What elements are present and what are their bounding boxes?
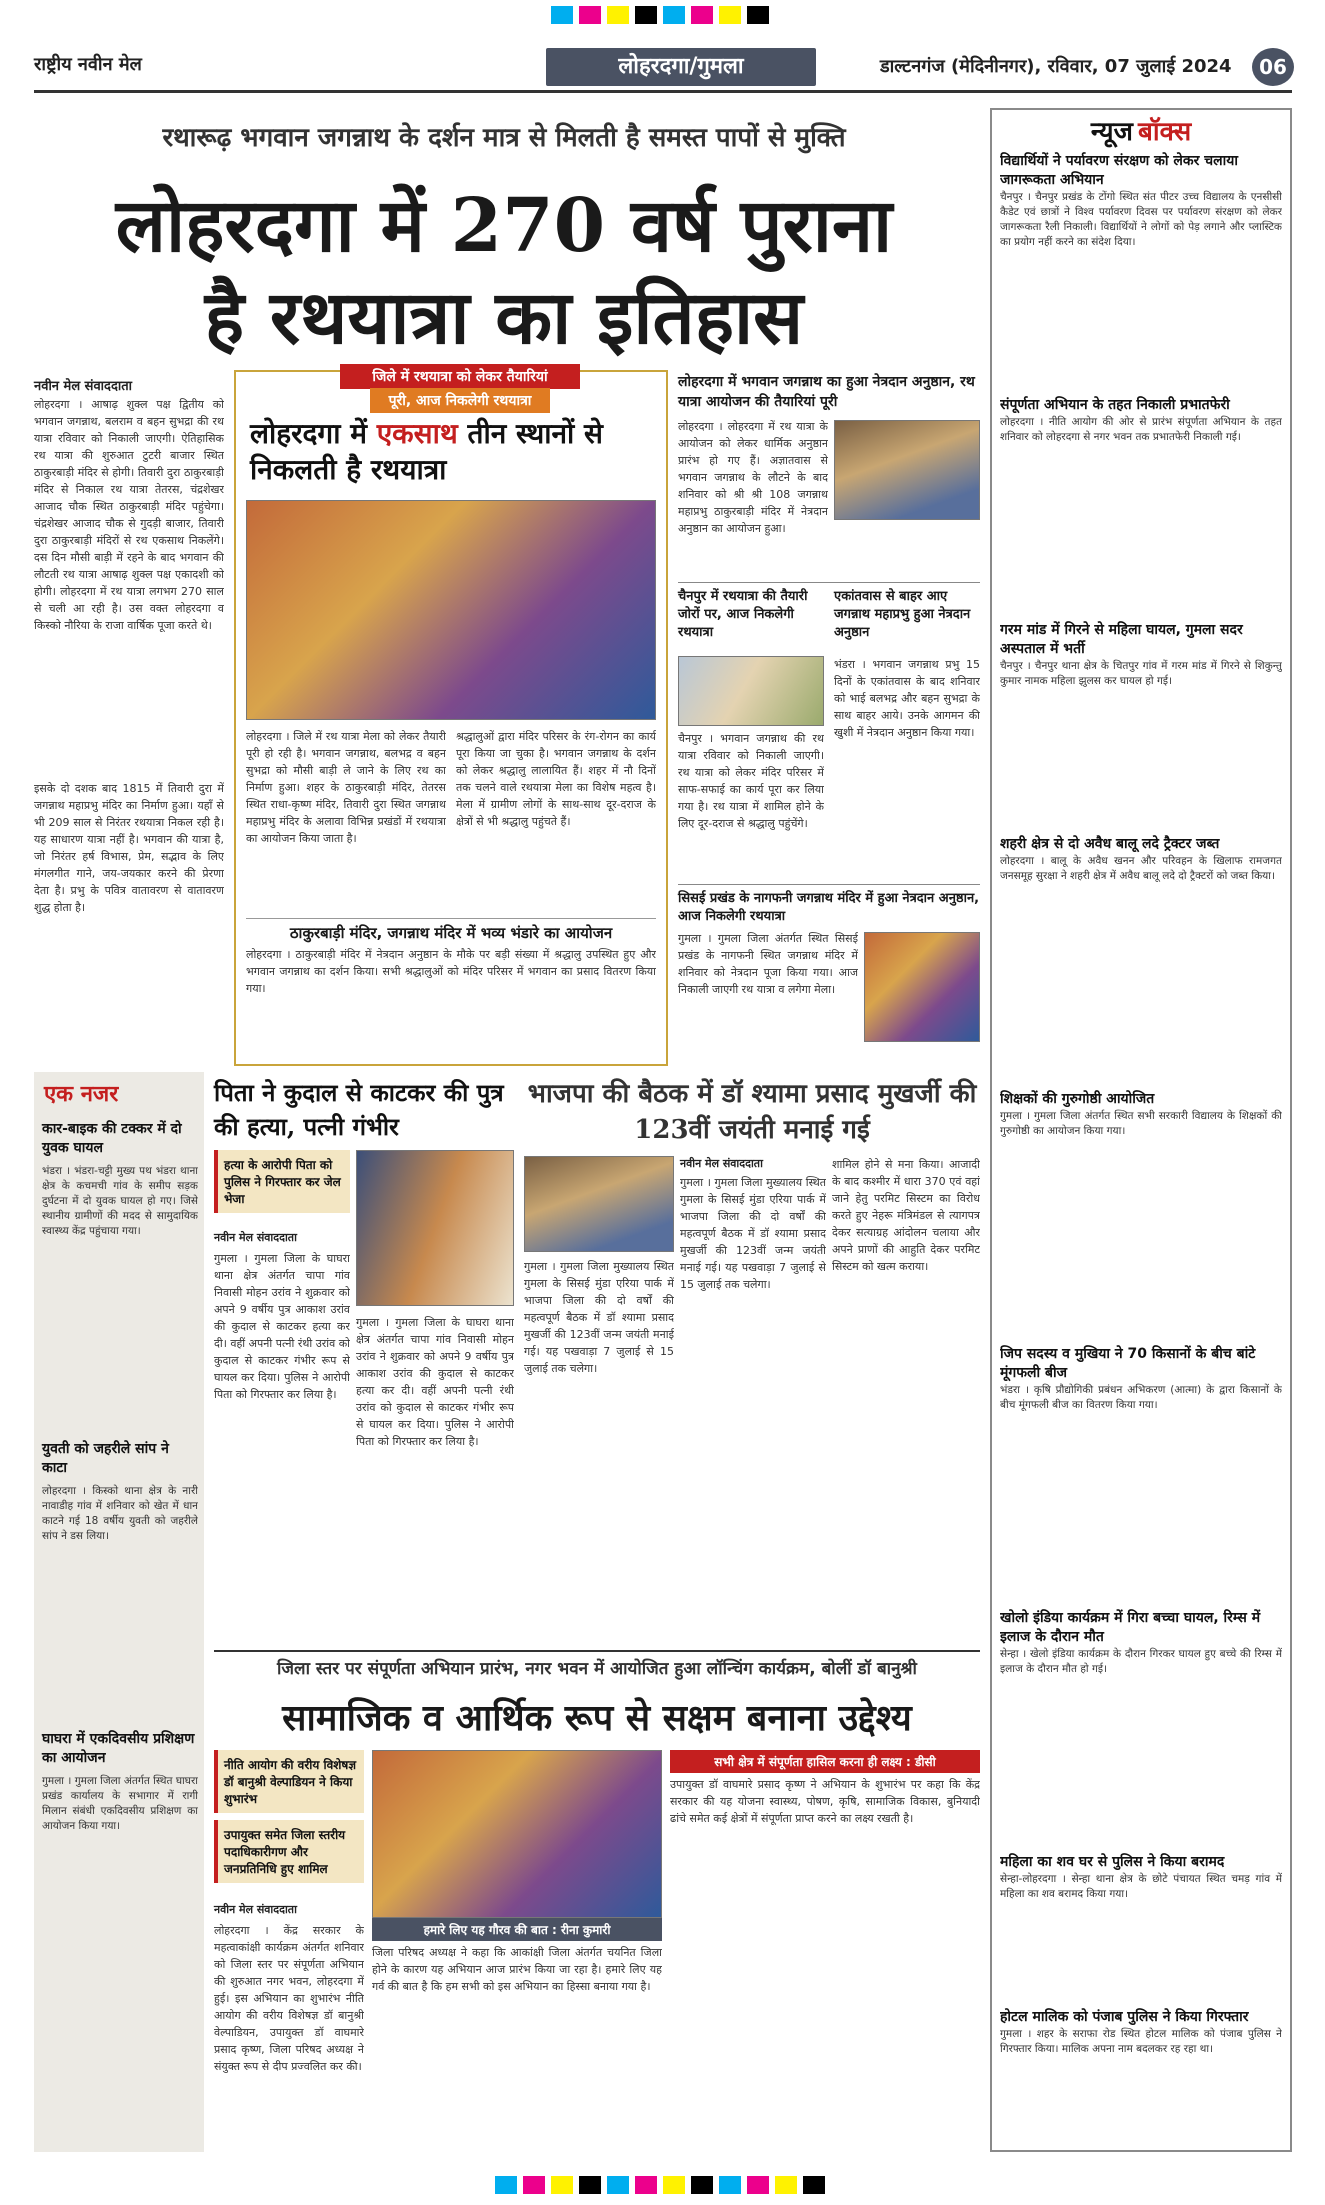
news-item-title: खोलो इंडिया कार्यक्रम में गिरा बच्चा घायल, रिम्स में इलाज के दौरान मौत: [1000, 1610, 1261, 1645]
murder-byline: नवीन मेल संवाददाता: [214, 1231, 297, 1244]
news-item-body: चैनपुर । चैनपुर प्रखंड के टोंगो स्थित संत पीटर उच्च विद्यालय के एनसीसी कैडेट एवं छात्रों ने विश्व पर्यावरण दिवस पर पर्यावरण संरक्षण को लेकर जागरूकता रैली निकाली। विद्यार्थियों ने लोगों को पेड़ लगाने और प्लास्टिक का प्रयोग नहीं करने का संदेश दिया।: [1000, 191, 1282, 248]
news-box-list: [1000, 152, 1282, 2142]
bjp-headline: भाजपा की बैठक में डॉ श्यामा प्रसाद मुखर्जी की 123वीं जयंती मनाई गई: [527, 1079, 977, 1145]
dateline: डाल्टनगंज (मेदिनीनगर), रविवार, 07 जुलाई 2024: [880, 56, 1232, 77]
section-tag: लोहरदगा/गुमला: [546, 48, 816, 86]
samajik-bullet-1: नीति आयोग की वरीय विशेषज्ञ डॉ बानुश्री वेल्पाडियन ने किया शुभारंभ: [214, 1750, 364, 1813]
ek-nazar-item1-body: भंडरा । भंडरा-चट्टी मुख्य पथ भंडरा थाना क्षेत्र के कचमची गांव के समीप सड़क दुर्घटना में दो युवक घायल हो गए। जिसे स्थानीय ग्रामीणों की मदद से सामुदायिक स्वास्थ्य केंद्र पहुंचाया गया।: [42, 1165, 198, 1237]
netradan-headline: लोहरदगा में भगवान जगन्नाथ का हुआ नेत्रदान अनुष्ठान, रथ यात्रा आयोजन की तैयारियां पूरी: [678, 374, 975, 410]
samajik-headline: सामाजिक व आर्थिक रूप से सक्षम बनाना उद्देश्य: [282, 1697, 912, 1739]
news-item-title: गरम मांड में गिरने से महिला घायल, गुमला सदर अस्पताल में भर्ती: [1000, 622, 1243, 657]
bjp-body-2: शामिल होने से मना किया। आजादी के बाद कश्मीर में धारा 370 एवं वहां जाने हेतु परमिट सिस्टम का विरोध करते हुए नेहरू मंत्रिमंडल से त्यागपत्र देकर सत्याग्रह आंदोलन चलाया और अपने प्राणों की आहुति देकर परमिट सिस्टम को खत्म कराया।: [832, 1158, 980, 1273]
event-body-2: श्रद्धालुओं द्वारा मंदिर परिसर के रंग-रोगन का कार्य पूरा किया जा चुका है। भगवान जगन्नाथ के दर्शन को लेकर श्रद्धालु लालायित हैं। शहर में नौ दिनों तक चलने वाले रथयात्रा मेला का विशेष महत्व है। मेला में ग्रामीण लोगों के साथ-साथ दूर-दराज के क्षेत्रों से भी श्रद्धालु पहुंचते हैं।: [456, 730, 656, 828]
murder-photo: [356, 1150, 514, 1306]
launch-event-photo: [372, 1750, 662, 1918]
samajik-body-2: उपायुक्त डॉ वाघमारे प्रसाद कृष्ण ने अभियान के शुभारंभ पर कहा कि केंद्र सरकार की यह योजना स्वास्थ्य, पोषण, कृषि, सामाजिक विकास, बुनियादी ढांचे समेत कई क्षेत्रों में संपूर्णता प्राप्त करने का लक्ष्य रखती है।: [670, 1778, 980, 1825]
lead-body-col1b: इसके दो दशक बाद 1815 में तिवारी दुरा में जगन्नाथ महाप्रभु मंदिर का निर्माण हुआ। यहाँ से भी 209 साल से निरंतर रथयात्रा निकल रही है। यह साधारण यात्रा नहीं है। भगवान की यात्रा है, जो निरंतर हर्ष विभास, प्रेम, सद्भाव के लिए मंगलगीत गाने, जय-जयकार करने की प्रेरणा देता है। प्रभु के पवित्र वातावरण से वातावरण शुद्ध होता है।: [34, 782, 224, 914]
event-headline-red: एकसाथ: [376, 417, 458, 450]
murder-body-cont: गुमला । गुमला जिला के घाघरा थाना क्षेत्र अंतर्गत चापा गांव निवासी मोहन उरांव ने शुक्रवार को अपने 9 वर्षीय पुत्र आकाश उरांव की कुदाल से काटकर हत्या कर दी। वहीं अपनी पत्नी रंथी उरांव को कुदाल से काटकर गंभीर रूप से घायल कर दिया। पुलिस ने आरोपी पिता को गिरफ्तार कर लिया है।: [356, 1316, 514, 1448]
registration-marks-top: [0, 6, 1325, 24]
news-item: [1000, 1090, 1282, 1339]
event-tag-1: जिले में रथयात्रा को लेकर तैयारियां: [340, 364, 580, 389]
ek-nazar-label: एक नजर: [44, 1082, 119, 1107]
bjp-body: गुमला । गुमला जिला मुख्यालय स्थित गुमला के सिसई मुंडा एरिया पार्क में भाजपा जिला की दो वर्षों की महत्वपूर्ण बैठक में डॉ श्यामा प्रसाद मुखर्जी की 123वीं जन्म जयंती मनाई गई। यह पखवाड़ा 7 जुलाई से 15 जुलाई तक चलेगा।: [524, 1260, 674, 1375]
event-headline: [250, 416, 660, 488]
netradan-body: लोहरदगा । लोहरदगा में रथ यात्रा के आयोजन को लेकर धार्मिक अनुष्ठान प्रारंभ हो गए हैं। अज्ञातवास से भगवान जगन्नाथ के लौटने के बाद शनिवार को श्री श्री 108 जगन्नाथ महाप्रभु ठाकुरबाड़ी मंदिर में नेत्रदान अनुष्ठान का आयोजन हुआ।: [678, 420, 828, 535]
bjp-photo: [524, 1156, 674, 1252]
murder-headline: पिता ने कुदाल से काटकर की पुत्र की हत्या, पत्नी गंभीर: [214, 1078, 504, 1141]
paper-name: राष्ट्रीय नवीन मेल: [34, 54, 142, 75]
news-item-body: चैनपुर । चैनपुर थाना क्षेत्र के चितपुर गांव में गरम मांड में गिरने से शिकुन्तु कुमार नामक महिला झुलस कर घायल हो गई।: [1000, 660, 1282, 687]
sisai-body: गुमला । गुमला जिला अंतर्गत स्थित सिसई प्रखंड के नागफनी स्थित जगन्नाथ मंदिर में शनिवार को नेत्रदान पूजा किया गया। आज निकाली जाएगी रथ यात्रा व लगेगा मेला।: [678, 932, 858, 996]
event-body: लोहरदगा । जिले में रथ यात्रा मेला को लेकर तैयारी पूरी हो रही है। भगवान जगन्नाथ, बलभद्र व बहन सुभद्रा को मौसी बाड़ी ले जाने के लिए रथ का निर्माण हुआ। शहर के ठाकुरबाड़ी मंदिर, तेतरस स्थित राधा-कृष्ण मंदिर, तिवारी दुरा स्थित जगन्नाथ महाप्रभु मंदिर के अलावा विभिन्न प्रखंडों में रथयात्रा का आयोजन किया जाता है।: [246, 730, 446, 845]
lead-headline: [34, 180, 974, 364]
news-box-label: [1000, 112, 1282, 148]
news-box-label-pre: न्यूज: [1090, 117, 1133, 147]
news-item-body: लोहरदगा । नीति आयोग की ओर से प्रारंभ संपूर्णता अभियान के तहत शनिवार को लोहरदगा से नगर भवन तक प्रभातफेरी निकाली गई।: [1000, 416, 1282, 443]
ekantvas-headline: एकांतवास से बाहर आए जगन्नाथ महाप्रभु हुआ नेत्रदान अनुष्ठान: [834, 589, 971, 640]
news-box-label-red: बॉक्स: [1137, 117, 1192, 147]
registration-marks-bottom: [0, 2176, 1325, 2194]
news-item-title: होटल मालिक को पंजाब पुलिस ने किया गिरफ्तार: [1000, 2009, 1249, 2025]
event-headline-pre: लोहरदगा में: [250, 417, 367, 450]
lead-headline-line1: लोहरदगा में 270 वर्ष पुराना: [115, 183, 893, 269]
news-item: [1000, 152, 1282, 390]
divider: [214, 1650, 980, 1652]
murder-pull-quote: हत्या के आरोपी पिता को पुलिस ने गिरफ्तार कर जेल भेजा: [214, 1150, 350, 1213]
murder-body: गुमला । गुमला जिला के घाघरा थाना क्षेत्र अंतर्गत चापा गांव निवासी मोहन उरांव ने शुक्रवार को अपने 9 वर्षीय पुत्र आकाश उरांव की कुदाल से काटकर हत्या कर दी। वहीं अपनी पत्नी रंथी उरांव को कुदाल से काटकर गंभीर रूप से घायल कर दिया। पुलिस ने आरोपी पिता को गिरफ्तार कर लिया है।: [214, 1252, 350, 1401]
chainpur-body: चैनपुर । भगवान जगन्नाथ की रथ यात्रा रविवार को निकाली जाएगी। रथ यात्रा को लेकर मंदिर परिसर में साफ-सफाई का कार्य पूरा कर लिया गया है। रथ यात्रा में शामिल होने के लिए दूर-दराज से श्रद्धालु पहुंचेंगे।: [678, 732, 824, 830]
lead-headline-line2: है रथयात्रा का इतिहास: [204, 275, 804, 361]
news-item: [1000, 1345, 1282, 1603]
samajik-body-3: जिला परिषद अध्यक्ष ने कहा कि आकांक्षी जिला अंतर्गत चयनित जिला होने के कारण यह अभियान आज प्रारंभ किया जा रहा है। हमारे लिए यह गर्व की बात है कि हम सभी को इस अभियान का हिस्सा बनाया गया है।: [372, 1946, 662, 1993]
temple-photo: [678, 656, 824, 726]
divider: [678, 884, 980, 885]
chainpur-headline: चैनपुर में रथयात्रा की तैयारी जोरों पर, आज निकलेगी रथयात्रा: [678, 589, 808, 640]
sisai-headline: सिसई प्रखंड के नागफनी जगन्नाथ मंदिर में हुआ नेत्रदान अनुष्ठान, आज निकलेगी रथयात्रा: [678, 891, 980, 924]
event-subhead: ठाकुरबाड़ी मंदिर, जगन्नाथ मंदिर में भव्य भंडारे का आयोजन: [246, 918, 656, 943]
news-item-title: विद्यार्थियों ने पर्यावरण संरक्षण को लेकर चलाया जागरूकता अभियान: [1000, 153, 1238, 188]
news-item: [1000, 2008, 1282, 2142]
samajik-kicker: जिला स्तर पर संपूर्णता अभियान प्रारंभ, नगर भवन में आयोजित हुआ लॉन्चिंग कार्यक्रम, बोलीं डॉ बानुश्री: [277, 1659, 917, 1679]
news-item: [1000, 396, 1282, 615]
lead-kicker: रथारूढ़ भगवान जगन्नाथ के दर्शन मात्र से मिलती है समस्त पापों से मुक्ति: [162, 123, 846, 153]
news-item-title: महिला का शव घर से पुलिस ने किया बरामद: [1000, 1854, 1225, 1870]
samajik-photo-caption: हमारे लिए यह गौरव की बात : रीना कुमारी: [372, 1918, 662, 1941]
samajik-redbar: सभी क्षेत्र में संपूर्णता हासिल करना ही लक्ष्य : डीसी: [670, 1750, 980, 1773]
event-tag-2: पूरी, आज निकलेगी रथयात्रा: [370, 388, 550, 413]
event-subbody: लोहरदगा । ठाकुरबाड़ी मंदिर में नेत्रदान अनुष्ठान के मौके पर बड़ी संख्या में श्रद्धालु उपस्थित हुए और भगवान जगन्नाथ का दर्शन किया। सभी श्रद्धालुओं को मंदिर परिसर में भगवान का प्रसाद वितरण किया गया।: [246, 948, 656, 995]
news-item: [1000, 835, 1282, 1084]
ek-nazar-item1-title: कार-बाइक की टक्कर में दो युवक घायल: [42, 1121, 182, 1156]
samajik-byline: नवीन मेल संवाददाता: [214, 1903, 297, 1916]
ek-nazar-item3-title: घाघरा में एकदिवसीय प्रशिक्षण का आयोजन: [42, 1731, 195, 1766]
news-item-title: शिक्षकों की गुरुगोष्ठी आयोजित: [1000, 1091, 1155, 1107]
divider: [678, 582, 980, 583]
ek-nazar-item2-title: युवती को जहरीले सांप ने काटा: [42, 1441, 169, 1476]
bjp-body-cont: गुमला । गुमला जिला मुख्यालय स्थित गुमला के सिसई मुंडा एरिया पार्क में भाजपा जिला की दो वर्षों की महत्वपूर्ण बैठक में डॉ श्यामा प्रसाद मुखर्जी की 123वीं जन्म जयंती मनाई गई। यह पखवाड़ा 7 जुलाई से 15 जुलाई तक चलेगा।: [680, 1176, 826, 1291]
netradan-photo: [834, 420, 980, 520]
lead-body-col1: लोहरदगा । आषाढ़ शुक्ल पक्ष द्वितीय को भगवान जगन्नाथ, बलराम व बहन सुभद्रा की रथ यात्रा रविवार को निकाली जाएगी। ऐतिहासिक रथ यात्रा की शुरुआत टुटरी बाजार स्थित ठाकुरबाड़ी मंदिर से होगी। तिवारी दुरा ठाकुरबाड़ी मंदिर से निकाल रथ यात्रा तेतरस, चंद्रशेखर आजाद चौक स्थित ठाकुरबाड़ी मंदिर पहुंचेगा। चंद्रशेखर आजाद चौक से गुदड़ी बाजार, तिवारी दुरा ठाकुरबाड़ी मंदिरों से रथ एकसाथ निकलेंगे। दस दिन मौसी बाड़ी में रहने के बाद भगवान की लौटती रथ यात्रा आषाढ़ शुक्ल पक्ष एकादशी को होगी। लोहरदगा में रथ यात्रा लगभग 270 साल से चली आ रही है। उस वक्त लोहरदगा व किस्को नौरिया के राजा वार्षिक पूजा करते थे।: [34, 398, 224, 632]
news-item-title: जिप सदस्य व मुखिया ने 70 किसानों के बीच बांटे मूंगफली बीज: [1000, 1346, 1256, 1381]
rathyatra-photo: [246, 500, 656, 720]
news-item-body: सेन्हा । खेलो इंडिया कार्यक्रम के दौरान गिरकर घायल हुए बच्चे की रिम्स में इलाज के दौरान मौत हो गई।: [1000, 1648, 1282, 1675]
sisai-photo: [864, 932, 980, 1042]
news-item: [1000, 1853, 1282, 2002]
news-item: [1000, 1609, 1282, 1847]
page-number: 06: [1252, 48, 1294, 86]
news-item-body: गुमला । शहर के सराफा रोड स्थित होटल मालिक को पंजाब पुलिस ने गिरफ्तार किया। मालिक अपना नाम बदलकर रह रहा था।: [1000, 2028, 1282, 2055]
bjp-byline: नवीन मेल संवाददाता: [680, 1157, 763, 1170]
samajik-bullet-2: उपायुक्त समेत जिला स्तरीय पदाधिकारीगण और जनप्रतिनिधि हुए शामिल: [214, 1820, 364, 1883]
event-headline-post: तीन स्थानों से निकलती है रथयात्रा: [250, 417, 603, 486]
samajik-body: लोहरदगा । केंद्र सरकार के महत्वाकांक्षी कार्यक्रम अंतर्गत शनिवार को जिला स्तर पर संपूर्णता अभियान की शुरुआत नगर भवन, लोहरदगा में हुई। इस अभियान का शुभारंभ नीति आयोग की वरीय विशेषज्ञ डॉ बानुश्री वेल्पाडियन, उपायुक्त डॉ वाघमारे प्रसाद कृष्ण, जिला परिषद अध्यक्ष ने संयुक्त रूप से दीप प्रज्वलित कर की।: [214, 1924, 364, 2073]
news-item-body: भंडरा । कृषि प्रौद्योगिकी प्रबंधन अभिकरण (आत्मा) के द्वारा किसानों के बीच मूंगफली बीज का वितरण किया गया।: [1000, 1384, 1282, 1411]
news-item-body: गुमला । गुमला जिला अंतर्गत स्थित सभी सरकारी विद्यालय के शिक्षकों की गुरुगोष्ठी का आयोजन किया गया।: [1000, 1110, 1282, 1137]
news-item: [1000, 621, 1282, 829]
news-item-body: लोहरदगा । बालू के अवैध खनन और परिवहन के खिलाफ रामजगत जनसमूह सुरक्षा ने शहरी क्षेत्र में अवैध बालू लदे दो ट्रैक्टरों को जब्त किया।: [1000, 855, 1282, 882]
news-item-title: शहरी क्षेत्र से दो अवैध बालू लदे ट्रैक्टर जब्त: [1000, 836, 1220, 852]
news-item-title: संपूर्णता अभियान के तहत निकाली प्रभातफेरी: [1000, 397, 1230, 413]
ek-nazar-item3-body: गुमला । गुमला जिला अंतर्गत स्थित घाघरा प्रखंड कार्यालय के सभागार में रागी मिलान संबंधी एकदिवसीय प्रशिक्षण का आयोजन किया गया।: [42, 1775, 198, 1832]
news-item-body: सेन्हा-लोहरदगा । सेन्हा थाना क्षेत्र के छोटे पंचायत स्थित चमड़ गांव में महिला का शव बरामद किया गया।: [1000, 1873, 1282, 1900]
ek-nazar-item2-body: लोहरदगा । किस्को थाना क्षेत्र के नारी नावाडीह गांव में शनिवार को खेत में धान काटने गई 18 वर्षीय युवती को जहरीले सांप ने डस लिया।: [42, 1485, 198, 1542]
ekantvas-body: भंडरा । भगवान जगन्नाथ प्रभु 15 दिनों के एकांतवास के बाद शनिवार को भाई बलभद्र और बहन सुभद्रा के साथ बाहर आये। उनके आगमन की खुशी में नेत्रदान अनुष्ठान किया गया।: [834, 658, 980, 739]
header-rule: [34, 90, 1292, 93]
lead-byline: नवीन मेल संवाददाता: [34, 379, 132, 394]
